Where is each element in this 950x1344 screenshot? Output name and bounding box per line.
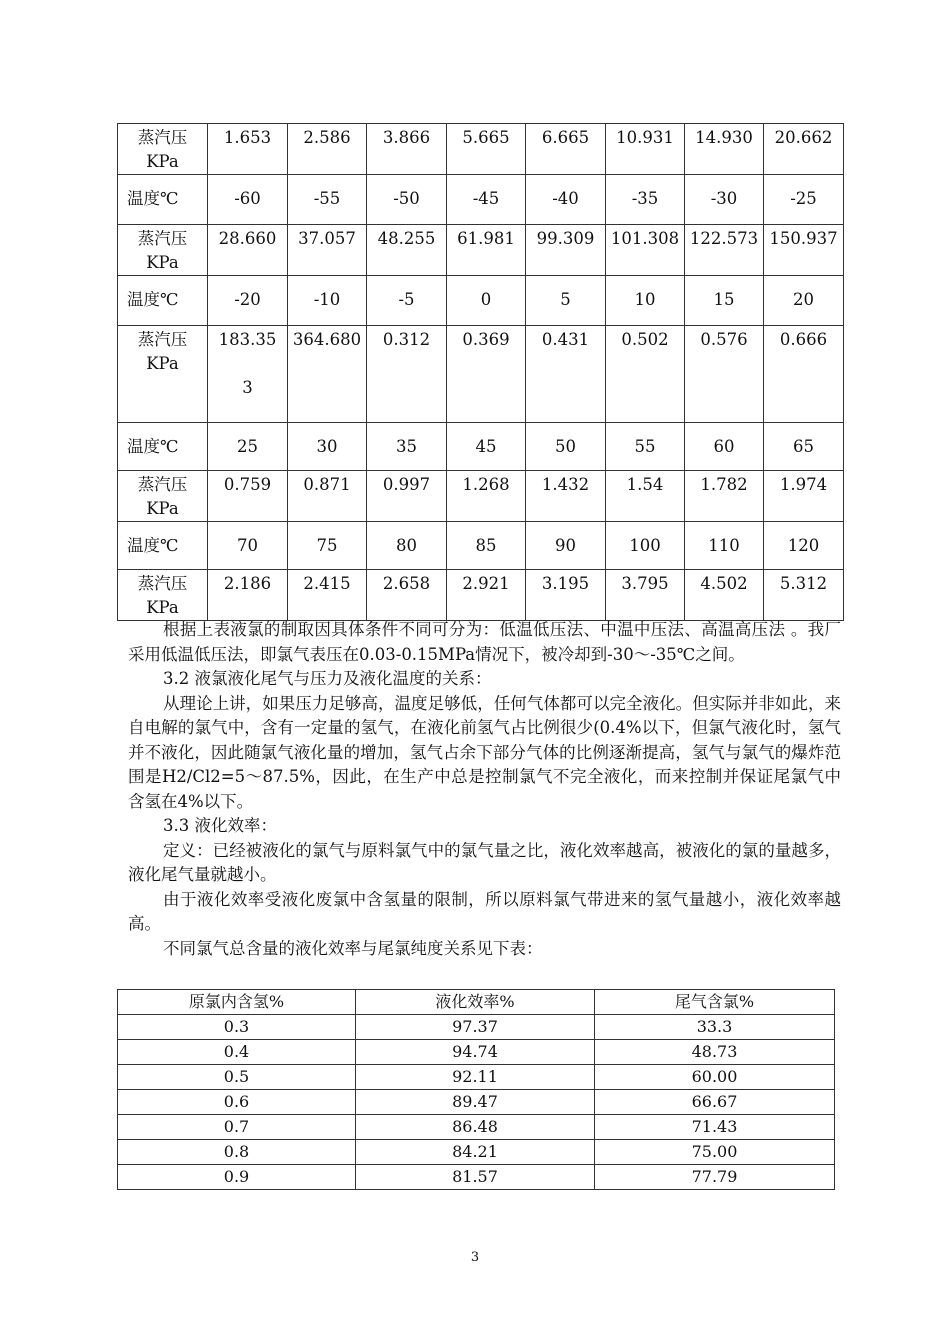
vapor-table-row [118, 276, 844, 326]
table-cell: 101.308 [606, 225, 685, 276]
table-cell: 33.3 [595, 1015, 835, 1040]
row-label-line: 蒸汽压 [137, 475, 188, 494]
vapor-table-row [118, 175, 844, 225]
row-label-line: 温度℃ [127, 189, 179, 208]
table-cell: 94.74 [356, 1040, 595, 1065]
table-cell: -55 [288, 175, 367, 225]
table-cell: 6.665 [526, 124, 606, 175]
section-heading-3-3: 3.3 液化效率： [163, 816, 277, 835]
table-cell: 2.415 [288, 570, 367, 621]
table-cell: 10 [606, 276, 685, 326]
row-label-line: 温度℃ [127, 437, 179, 456]
table-cell: 10.931 [606, 124, 685, 175]
table-cell: 60.00 [595, 1065, 835, 1090]
table-cell: 2.586 [288, 124, 367, 175]
row-label [118, 124, 208, 175]
table-cell: -10 [288, 276, 367, 326]
header-efficiency: 液化效率% [356, 990, 595, 1015]
row-label [118, 423, 208, 471]
vapor-pressure-table [117, 123, 844, 621]
table-cell: 4.502 [685, 570, 764, 621]
table-cell: 50 [526, 423, 606, 471]
table-cell: 61.981 [447, 225, 526, 276]
header-hydrogen: 原氯内含氢% [118, 990, 356, 1015]
table-cell: 122.573 [685, 225, 764, 276]
row-label-line: KPa [146, 253, 179, 272]
table-cell: 3.795 [606, 570, 685, 621]
table-cell: 55 [606, 423, 685, 471]
table-cell: 75 [288, 522, 367, 570]
table-row [118, 1090, 835, 1115]
table-cell: -30 [685, 175, 764, 225]
table-cell: -50 [367, 175, 447, 225]
table-cell: 92.11 [356, 1065, 595, 1090]
paragraph-theory: 从理论上讲，如果压力足够高，温度足够低，任何气体都可以完全液化。但实际并非如此，来自电解的氯气中，含有一定量的氢气，在液化前氢气占比例很少(0.4%以下，但氯气液化时，氢气并不液化，因此随氯气液化量的增加，氢气占余下部分气体的比例逐渐提高，氢气与氯气的爆炸范围是H2/Cl2=5～87.5%，因此，在生产中总是控制氯气不完全液化，而来控制并保证尾氯气中含氢在4%以下。 [128, 693, 841, 811]
row-label [118, 225, 208, 276]
paragraph-hydrogen-limit: 由于液化效率受液化废氯中含氢量的限制，所以原料氯气带进来的氢气量越小，液化效率越高。 [128, 889, 841, 933]
table-cell: 14.930 [685, 124, 764, 175]
table-row [118, 1115, 835, 1140]
table-cell: 37.057 [288, 225, 367, 276]
table-cell: 66.67 [595, 1090, 835, 1115]
section-heading-3-2: 3.2 液氯液化尾气与压力及液化温度的关系： [163, 669, 492, 688]
table-cell: 3.195 [526, 570, 606, 621]
table-cell: -35 [606, 175, 685, 225]
table-cell: -45 [447, 175, 526, 225]
table-cell: 1.653 [208, 124, 288, 175]
table-cell: 2.658 [367, 570, 447, 621]
table-cell: 1.54 [606, 471, 685, 522]
table-cell: 0.502 [606, 326, 685, 423]
row-label-line: KPa [146, 152, 179, 171]
table-row [118, 1015, 835, 1040]
table-cell: 0.431 [526, 326, 606, 423]
table-cell: 25 [208, 423, 288, 471]
table-cell: 0.4 [118, 1040, 356, 1065]
row-label-line: 蒸汽压 [137, 229, 188, 248]
table-cell: 90 [526, 522, 606, 570]
table-cell: 0.9 [118, 1165, 356, 1190]
table-cell: -40 [526, 175, 606, 225]
row-label-line: 蒸汽压 [137, 330, 188, 349]
row-label [118, 326, 208, 423]
row-label [118, 570, 208, 621]
table-cell: 15 [685, 276, 764, 326]
vapor-table-row [118, 225, 844, 276]
table-cell: 0.7 [118, 1115, 356, 1140]
table-cell: 99.309 [526, 225, 606, 276]
table-cell: 0.6 [118, 1090, 356, 1115]
row-label [118, 471, 208, 522]
table-cell: 110 [685, 522, 764, 570]
row-label-line: KPa [146, 598, 179, 617]
table-cell: 48.73 [595, 1040, 835, 1065]
vapor-table-row [118, 570, 844, 621]
table-cell: 77.79 [595, 1165, 835, 1190]
header-tail-chlorine: 尾气含氯% [595, 990, 835, 1015]
table-cell: 2.921 [447, 570, 526, 621]
table-cell: 0.997 [367, 471, 447, 522]
table-cell: 97.37 [356, 1015, 595, 1040]
table-row [118, 1040, 835, 1065]
table-cell: 0.8 [118, 1140, 356, 1165]
row-label-line: 蒸汽压 [137, 128, 188, 147]
table-cell: 35 [367, 423, 447, 471]
table-cell: 1.782 [685, 471, 764, 522]
row-label [118, 522, 208, 570]
row-label-line: 温度℃ [127, 536, 179, 555]
row-label-line: KPa [146, 499, 179, 518]
table-cell: 85 [447, 522, 526, 570]
table-cell: 364.680 [288, 326, 367, 423]
table-cell: 71.43 [595, 1115, 835, 1140]
table-cell: -60 [208, 175, 288, 225]
table-cell: 89.47 [356, 1090, 595, 1115]
row-label-line: KPa [146, 354, 179, 373]
table-cell: 150.937 [764, 225, 844, 276]
table-cell: 0.759 [208, 471, 288, 522]
page-number: 3 [470, 1250, 480, 1265]
table-row [118, 1065, 835, 1090]
efficiency-table [117, 989, 835, 1190]
table-cell: 84.21 [356, 1140, 595, 1165]
table-cell: 0 [447, 276, 526, 326]
vapor-table-row [118, 471, 844, 522]
table-row [118, 1165, 835, 1190]
table-cell: 0.666 [764, 326, 844, 423]
table-cell: 20.662 [764, 124, 844, 175]
table-cell: 70 [208, 522, 288, 570]
table-cell: 0.312 [367, 326, 447, 423]
table-cell: 81.57 [356, 1165, 595, 1190]
paragraph-table-intro: 不同氯气总含量的液化效率与尾氯纯度关系见下表： [163, 938, 543, 958]
table-cell: 1.432 [526, 471, 606, 522]
table-cell: 0.871 [288, 471, 367, 522]
vapor-table-row [118, 326, 844, 423]
table-cell: 2.186 [208, 570, 288, 621]
row-label [118, 276, 208, 326]
table-cell: 65 [764, 423, 844, 471]
table-cell: 100 [606, 522, 685, 570]
table-cell: 30 [288, 423, 367, 471]
table-cell: 20 [764, 276, 844, 326]
table-cell: 75.00 [595, 1140, 835, 1165]
paragraph-definition: 定义：已经被液化的氯气与原料氯气中的氯气量之比，液化效率越高，被液化的氯的量越多，液化尾气量就越小。 [128, 840, 841, 884]
body-text [128, 618, 841, 961]
table-cell: 86.48 [356, 1115, 595, 1140]
table-cell: 80 [367, 522, 447, 570]
table-cell: 5 [526, 276, 606, 326]
paragraph-method: 根据上表液氯的制取因具体条件不同可分为：低温低压法、中温中压法、高温高压法 。我厂采用低温低压法，即氯气表压在0.03-0.15MPa情况下，被冷却到-30～-35℃之间。 [128, 620, 841, 664]
table-cell: 1.268 [447, 471, 526, 522]
table-cell: -25 [764, 175, 844, 225]
vapor-table-row [118, 423, 844, 471]
row-label-line: 蒸汽压 [137, 574, 188, 593]
table-cell: 120 [764, 522, 844, 570]
table-cell: 60 [685, 423, 764, 471]
table-cell: 1.974 [764, 471, 844, 522]
table-cell: 0.3 [118, 1015, 356, 1040]
efficiency-header-row [118, 990, 835, 1015]
table-cell: 0.576 [685, 326, 764, 423]
table-cell: 28.660 [208, 225, 288, 276]
vapor-table-row [118, 124, 844, 175]
table-cell: 183.35 3 [208, 326, 288, 423]
table-cell: 5.665 [447, 124, 526, 175]
table-cell: 0.5 [118, 1065, 356, 1090]
table-cell: 3.866 [367, 124, 447, 175]
table-cell: 48.255 [367, 225, 447, 276]
table-row [118, 1140, 835, 1165]
row-label [118, 175, 208, 225]
vapor-table-row [118, 522, 844, 570]
row-label-line: 温度℃ [127, 290, 179, 309]
table-cell: 45 [447, 423, 526, 471]
table-cell: -20 [208, 276, 288, 326]
table-cell: 0.369 [447, 326, 526, 423]
table-cell: 5.312 [764, 570, 844, 621]
table-cell: -5 [367, 276, 447, 326]
